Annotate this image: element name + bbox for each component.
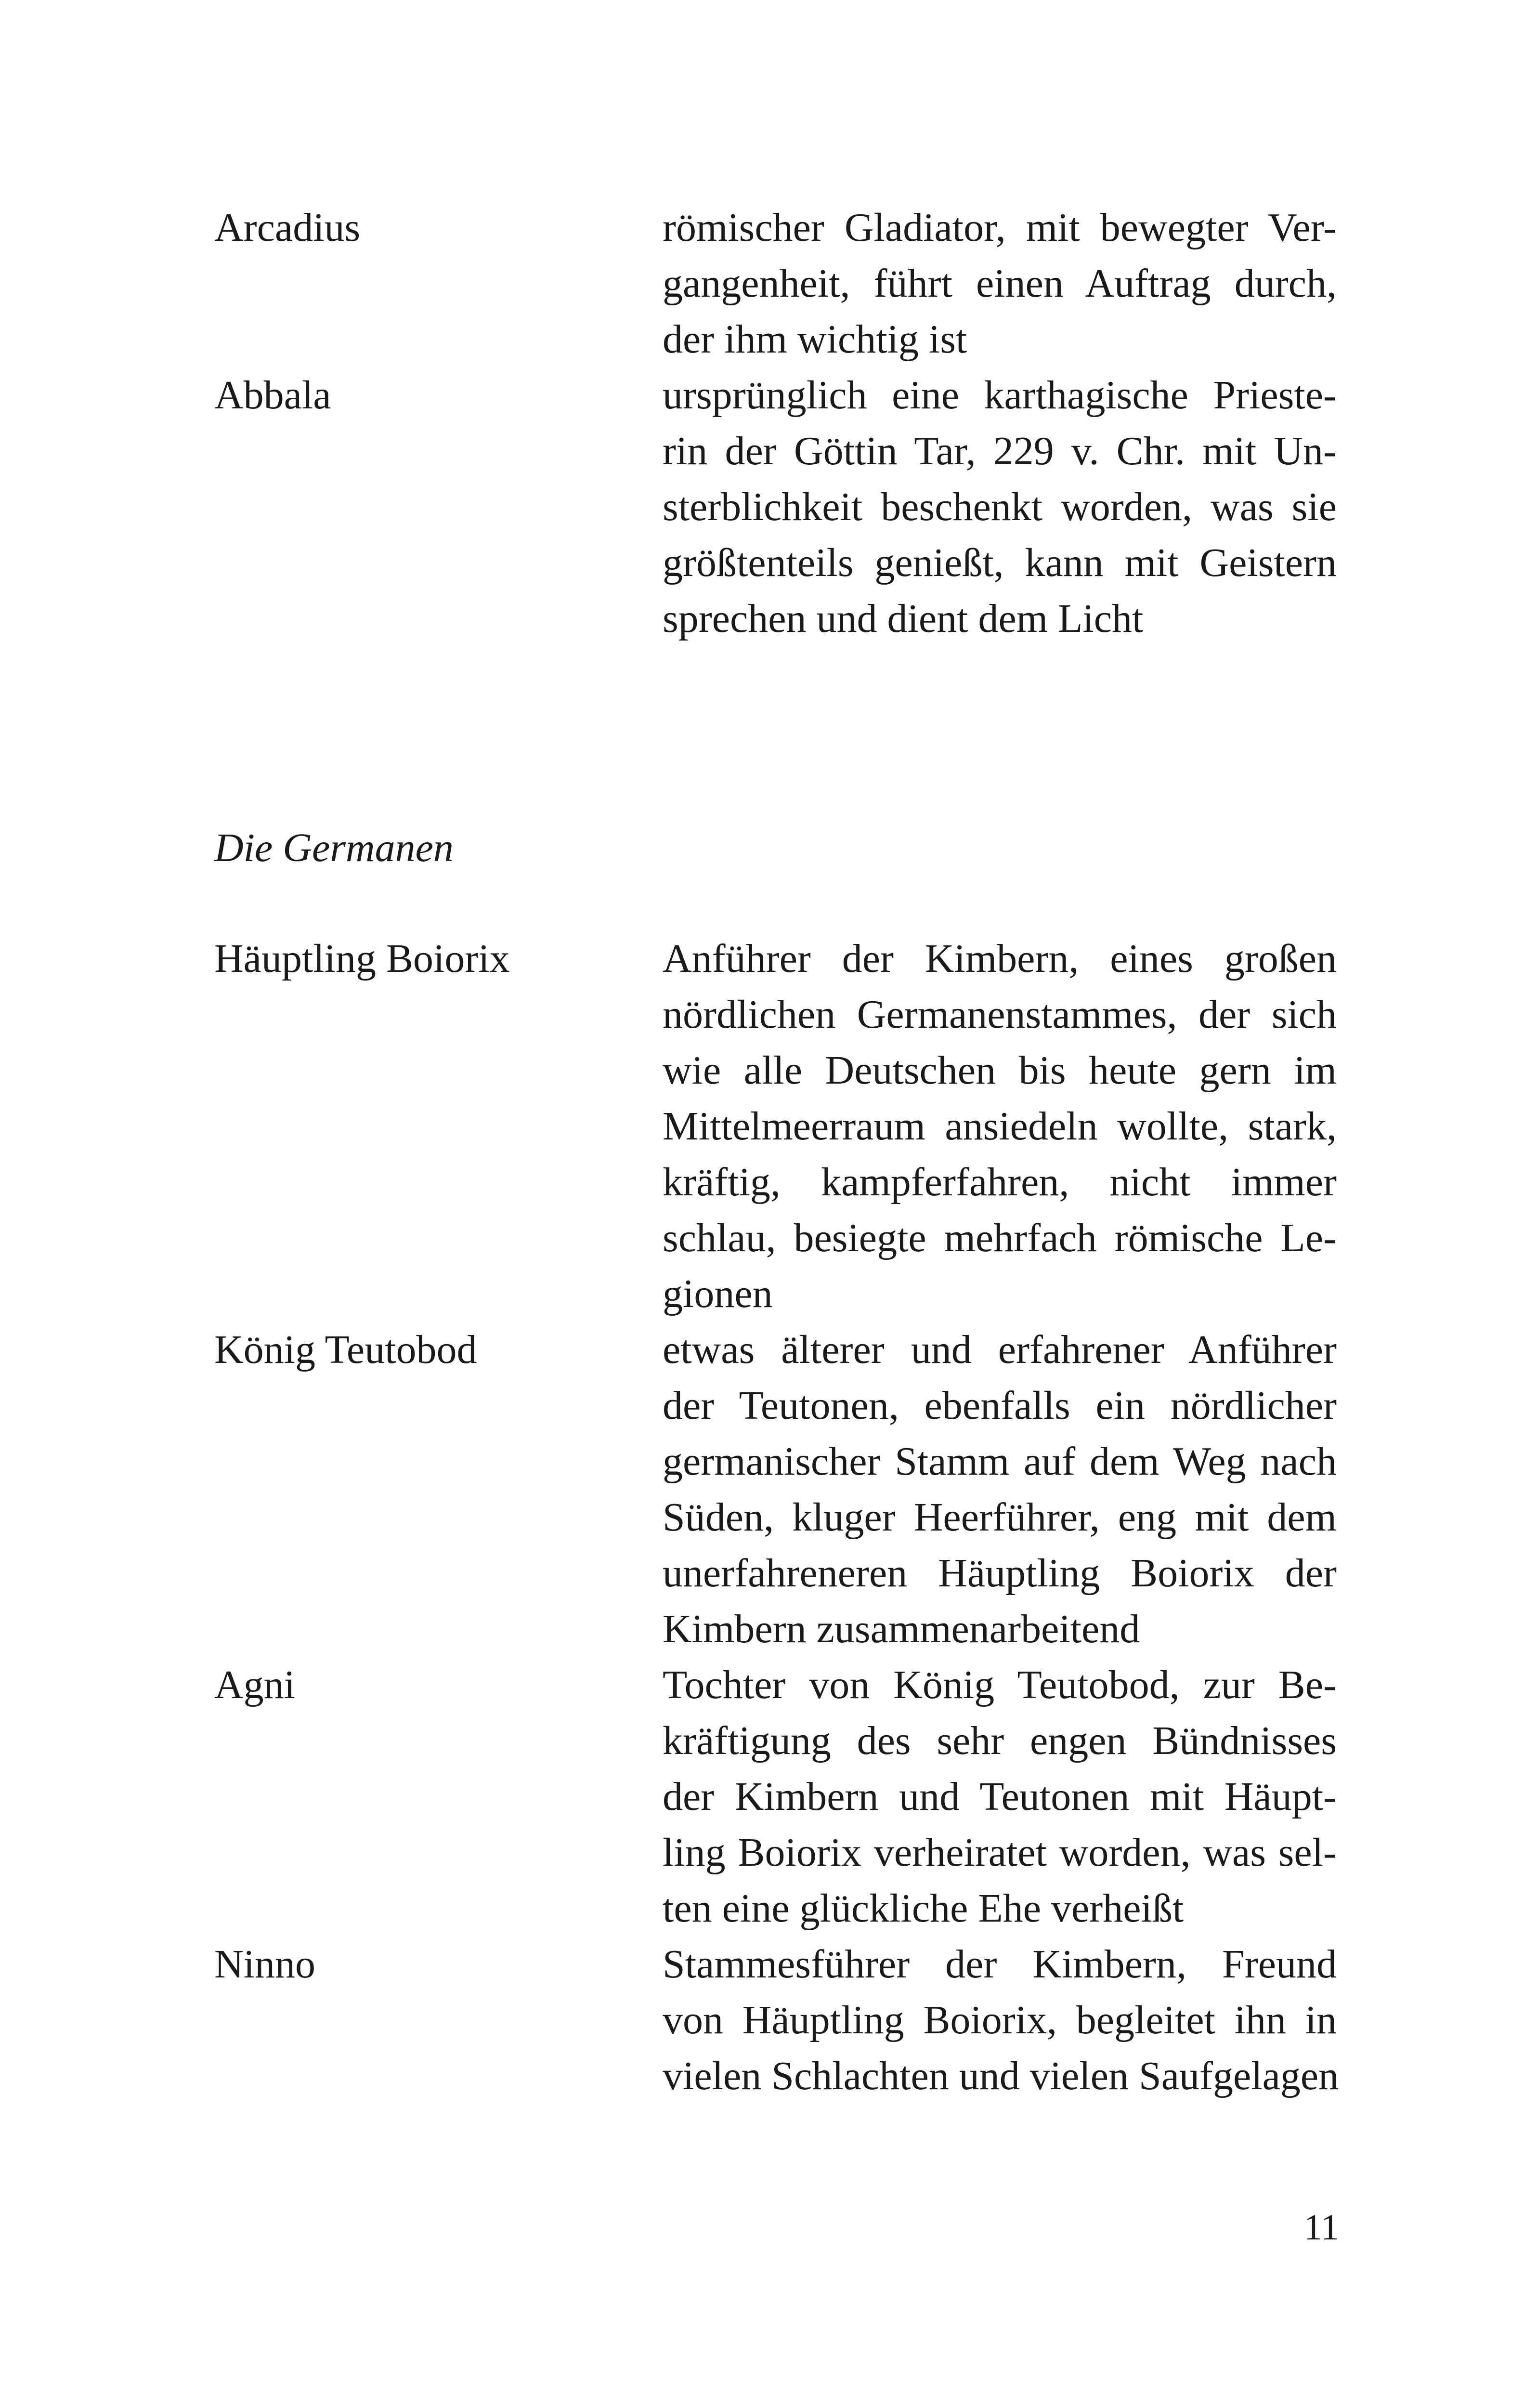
description-line: ursprünglich eine karthagische Prieste- — [663, 373, 1337, 418]
description-line: etwas älterer und erfahrener Anführer — [663, 1327, 1337, 1372]
description-line: kräftig, kampferfahren, nicht immer — [663, 1160, 1337, 1204]
character-list-section-2 — [214, 931, 1339, 2104]
character-description — [663, 200, 1337, 367]
character-name: Agni — [214, 1662, 295, 1707]
character-name: Abbala — [214, 373, 331, 418]
description-line: römischer Gladiator, mit bewegter Ver- — [663, 205, 1337, 250]
description-line: ten eine glückliche Ehe verheißt — [663, 1886, 1184, 1931]
character-entry-abbala — [214, 367, 1339, 647]
character-entry-boiorix — [214, 931, 1339, 1322]
description-line: kräftigung des sehr engen Bündnisses — [663, 1718, 1337, 1763]
character-entry-agni — [214, 1657, 1339, 1937]
description-line: germanischer Stamm auf dem Weg nach — [663, 1439, 1337, 1484]
description-line: ling Boiorix verheiratet worden, was sel- — [663, 1830, 1337, 1875]
description-line: Kimbern zusammenarbeitend — [663, 1607, 1140, 1651]
character-list-section-1 — [214, 200, 1339, 647]
description-line: gangenheit, führt einen Auftrag durch, — [663, 261, 1337, 306]
description-line: nördlichen Germanenstammes, der sich — [663, 992, 1337, 1037]
description-line: wie alle Deutschen bis heute gern im — [663, 1048, 1337, 1093]
page-number: 11 — [1303, 2207, 1339, 2248]
description-line: Süden, kluger Heerführer, eng mit dem — [663, 1495, 1337, 1540]
character-description — [663, 1657, 1337, 1937]
description-line: sprechen und dient dem Licht — [663, 596, 1144, 641]
character-name: König Teutobod — [214, 1327, 477, 1372]
description-line: größtenteils genießt, kann mit Geistern — [663, 540, 1337, 585]
description-line: schlau, besiegte mehrfach römische Le- — [663, 1216, 1337, 1260]
character-description — [663, 931, 1337, 1322]
description-line: Stammesführer der Kimbern, Freund — [663, 1942, 1337, 1987]
description-line: gionen — [663, 1271, 773, 1316]
description-line: der ihm wichtig ist — [663, 317, 967, 362]
character-entry-ninno — [214, 1937, 1339, 2104]
description-line: unerfahreneren Häuptling Boiorix der — [663, 1551, 1337, 1596]
character-name: Häuptling Boiorix — [214, 936, 510, 981]
character-description — [663, 367, 1337, 647]
character-description — [663, 1322, 1337, 1657]
description-line: rin der Göttin Tar, 229 v. Chr. mit Un- — [663, 429, 1337, 473]
description-line: Mittelmeerraum ansiedeln wollte, stark, — [663, 1104, 1337, 1149]
section-heading: Die Germanen — [214, 825, 454, 870]
character-entry-arcadius — [214, 200, 1339, 367]
character-name: Ninno — [214, 1942, 315, 1987]
description-line: der Kimbern und Teutonen mit Häupt- — [663, 1774, 1337, 1819]
description-line: Anführer der Kimbern, eines großen — [663, 936, 1337, 981]
description-line: vielen Schlachten und vielen Saufgelagen — [663, 2054, 1339, 2098]
description-line: der Teutonen, ebenfalls ein nördlicher — [663, 1383, 1337, 1428]
character-name: Arcadius — [214, 205, 361, 250]
character-entry-teutobod — [214, 1322, 1339, 1657]
character-description — [663, 1937, 1337, 2104]
description-line: von Häuptling Boiorix, begleitet ihn in — [663, 1998, 1337, 2042]
description-line: sterblichkeit beschenkt worden, was sie — [663, 484, 1337, 529]
description-line: Tochter von König Teutobod, zur Be- — [663, 1662, 1337, 1707]
